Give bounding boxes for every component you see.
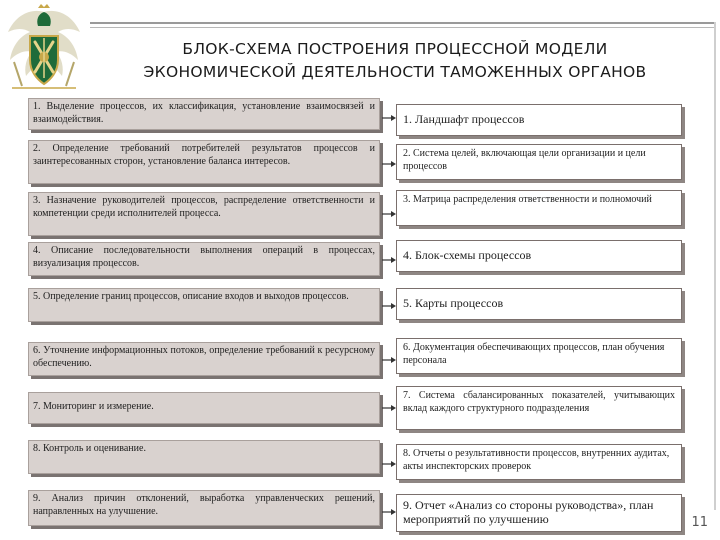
step-box: 1. Выделение процессов, их классификация, установление взаимосвязей и взаимодействия.	[28, 98, 380, 130]
result-box: 4. Блок-схемы процессов	[396, 240, 682, 272]
side-rule	[714, 22, 716, 510]
header-rule-thin	[90, 27, 716, 28]
arrow-right-icon	[382, 256, 396, 264]
arrow-right-icon	[382, 356, 396, 364]
arrow-right-icon	[382, 210, 396, 218]
title-line-2: ЭКОНОМИЧЕСКОЙ ДЕЯТЕЛЬНОСТИ ТАМОЖЕННЫХ ОРГАНОВ	[143, 63, 647, 81]
arrow-right-icon	[382, 302, 396, 310]
arrow-right-icon	[382, 114, 396, 122]
page-number: 11	[691, 515, 708, 530]
result-box: 7. Система сбалансированных показателей, учитывающих вклад каждого структурного подразделения	[396, 386, 682, 430]
step-box: 2. Определение требований потребителей результатов процессов и заинтересованных сторон, установление баланса интересов.	[28, 140, 380, 184]
step-box: 6. Уточнение информационных потоков, определение требований к ресурсному обеспечению.	[28, 342, 380, 376]
result-box: 2. Система целей, включающая цели организации и цели процессов	[396, 144, 682, 180]
result-box: 3. Матрица распределения ответственности и полномочий	[396, 190, 682, 226]
step-box: 3. Назначение руководителей процессов, распределение ответственности и компетенции среди исполнителей процесса.	[28, 192, 380, 236]
result-box: 6. Документация обеспечивающих процессов, план обучения персонала	[396, 338, 682, 374]
step-box: 8. Контроль и оценивание.	[28, 440, 380, 474]
header-rule	[90, 22, 716, 24]
step-box: 4. Описание последовательности выполнения операций в процессах, визуализация процессов.	[28, 242, 380, 276]
result-box: 5. Карты процессов	[396, 288, 682, 320]
arrow-right-icon	[382, 160, 396, 168]
customs-emblem-icon	[2, 2, 86, 96]
arrow-right-icon	[382, 508, 396, 516]
title-line-1: БЛОК-СХЕМА ПОСТРОЕНИЯ ПРОЦЕССНОЙ МОДЕЛИ	[182, 40, 608, 58]
result-box: 1. Ландшафт процессов	[396, 104, 682, 136]
step-box: 5. Определение границ процессов, описание входов и выходов процессов.	[28, 288, 380, 322]
arrow-right-icon	[382, 460, 396, 468]
result-box: 8. Отчеты о результативности процессов, внутренних аудитах, акты инспекторских проверок	[396, 444, 682, 480]
arrow-right-icon	[382, 404, 396, 412]
step-box: 7. Мониторинг и измерение.	[28, 392, 380, 424]
step-box: 9. Анализ причин отклонений, выработка управленческих решений, направленных на улучшение.	[28, 490, 380, 526]
result-box: 9. Отчет «Анализ со стороны руководства», план мероприятий по улучшению	[396, 494, 682, 532]
page-title	[95, 38, 695, 84]
